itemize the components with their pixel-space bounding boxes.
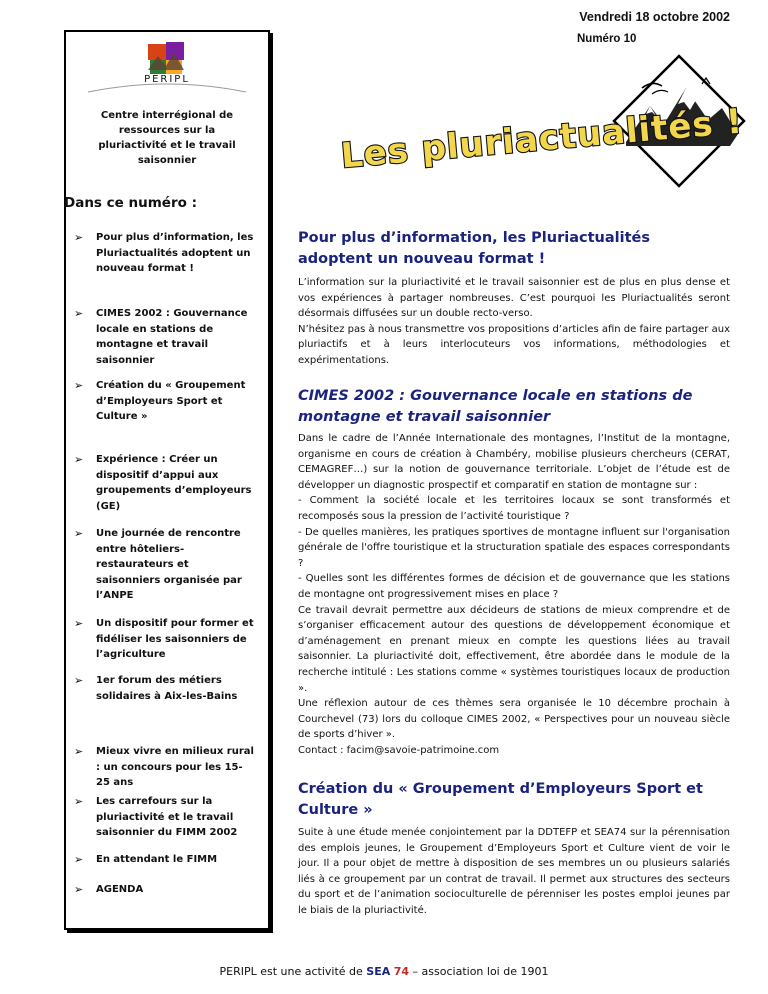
- footer-suffix: – association loi de 1901: [409, 965, 549, 978]
- footer-prefix: PERIPL est une activité de: [219, 965, 367, 978]
- article-2-title: CIMES 2002 : Gouvernance locale en stations de montagne et travail saisonnier: [298, 388, 693, 425]
- toc-item[interactable]: [74, 852, 256, 868]
- toc-item[interactable]: [74, 616, 256, 663]
- toc-item-label: Les carrefours sur la pluriactivité et le travail saisonnier du FIMM 2002: [96, 796, 238, 838]
- toc-item[interactable]: [74, 673, 256, 704]
- article-1-title: Pour plus d’information, les Pluriactualités adoptent un nouveau format !: [298, 230, 650, 267]
- footer: [0, 965, 768, 978]
- arrow-bullet-icon: ➢: [74, 853, 84, 866]
- toc-item-label: Une journée de rencontre entre hôteliers-restaurateurs et saisonniers organisée par l’ANPE: [96, 528, 242, 601]
- toc-item-label: Un dispositif pour former et fidéliser les saisonniers de l’agriculture: [96, 618, 254, 660]
- toc-item-label: CIMES 2002 : Gouvernance locale en stations de montagne et travail saisonnier: [96, 308, 248, 366]
- arrow-bullet-icon: ➢: [74, 883, 84, 896]
- toc-item-label: Pour plus d’information, les Pluriactualités adoptent un nouveau format !: [96, 232, 254, 274]
- toc-item[interactable]: [74, 526, 256, 604]
- issue-date: Vendredi 18 octobre 2002: [579, 10, 730, 24]
- arrow-bullet-icon: ➢: [74, 745, 84, 758]
- arrow-bullet-icon: ➢: [74, 379, 84, 392]
- org-description: Centre interrégional de ressources sur la pluriactivité et le travail saisonnier: [98, 110, 236, 166]
- toc-item[interactable]: [74, 794, 256, 841]
- toc-item-label: Expérience : Créer un dispositif d’appui aux groupements d’employeurs (GE): [96, 454, 252, 512]
- sidebar: [64, 30, 270, 930]
- footer-sea: SEA: [366, 965, 391, 978]
- toc-item[interactable]: [74, 882, 256, 898]
- peripl-logo-icon: [144, 40, 188, 78]
- article-1-body: L’information sur la pluriactivité et le travail saisonnier est de plus en plus dense et vos expériences à partager nombreuses. C’est pourquoi les Pluriactualités seront désormais diffusées sur un double recto-verso. N’hésitez pas à nous transmettre vos propositions d’articles afin de faire partager aux pluriactifs et à leurs interlocuteurs vos informations, méthodologies et expérimentations.: [298, 277, 730, 366]
- arrow-bullet-icon: ➢: [74, 307, 84, 320]
- arrow-bullet-icon: ➢: [74, 795, 84, 808]
- arrow-bullet-icon: ➢: [74, 674, 84, 687]
- article-3-body: Suite à une étude menée conjointement par la DDTEFP et SEA74 sur la pérennisation des emplois jeunes, le Groupement d’Employeurs Sport et Culture vient de voir le jour. Il a pour objet de mettre à disposition de ses membres un ou plusieurs salariés liés à ce groupement par un contrat de travail. Il permet aux structures des secteurs du sport et de l’animation socioculturelle de pérenniser les postes emploi jeunes par le biais de la pluriactivité.: [298, 827, 730, 916]
- masthead-title: [330, 92, 745, 182]
- toc-title: Dans ce numéro :: [64, 195, 197, 211]
- arrow-bullet-icon: ➢: [74, 231, 84, 244]
- toc-item-label: Mieux vivre en milieux rural : un concours pour les 15-25 ans: [96, 746, 254, 788]
- toc-item-label: 1er forum des métiers solidaires à Aix-les-Bains: [96, 675, 238, 702]
- footer-num: 74: [393, 965, 410, 978]
- article-2-body: Dans le cadre de l’Année Internationale des montagnes, l’Institut de la montagne, organisme en cours de création à Chambéry, mobilise plusieurs chercheurs (CERAT, CEMAGREF…) sur la notion de gouvernance territoriale. L’objet de l’étude est de développer un diagnostic prospectif et comparatif en station de montagne sur : - Comment la société locale et les territoires locaux se sont transformés et recomposés sous la pression de l’activité touristique ? - De quelles manières, les pratiques sportives de montagne influent sur l'organisation générale de l'offre touristique et la structuration spatiale des espaces correspondants ? - Quelles sont les différentes formes de décision et de gouvernance que les stations de montagne ont progressivement mises en place ? Ce travail devrait permettre aux décideurs de stations de mieux comprendre et de s’organiser efficacement autour des questions de développement économique et d’aménagement en prenant mieux en compte les questions liées au travail saisonnier. La pluriactivité doit, effectivement, être abordée dans le module de la recherche intitulé : Les stations comme « systèmes touristiques locaux de production ». Une réflexion autour de ces thèmes sera organisée le 10 décembre prochain à Courchevel (73) lors du colloque CIMES 2002, « Perspectives pour un nouveau siècle de sports d’hiver ». Contact : facim@savoie-patrimoine.com: [298, 433, 730, 756]
- issue-number: Numéro 10: [577, 33, 637, 45]
- toc-item[interactable]: [74, 452, 256, 514]
- org-name: PERIPL: [144, 74, 190, 85]
- arrow-bullet-icon: ➢: [74, 617, 84, 630]
- toc-item-label: AGENDA: [96, 884, 144, 895]
- arrow-bullet-icon: ➢: [74, 527, 84, 540]
- article-3-title: Création du « Groupement d’Employeurs Sport et Culture »: [298, 781, 703, 818]
- toc-item[interactable]: [74, 306, 256, 368]
- toc-item-label: Création du « Groupement d’Employeurs Sport et Culture »: [96, 380, 246, 422]
- toc-item-label: En attendant le FIMM: [96, 854, 218, 865]
- masthead-title-text: Les pluriactualités !: [339, 101, 745, 177]
- toc-item[interactable]: [74, 744, 256, 791]
- toc-item[interactable]: [74, 378, 256, 425]
- toc-item[interactable]: [74, 230, 256, 277]
- arrow-bullet-icon: ➢: [74, 453, 84, 466]
